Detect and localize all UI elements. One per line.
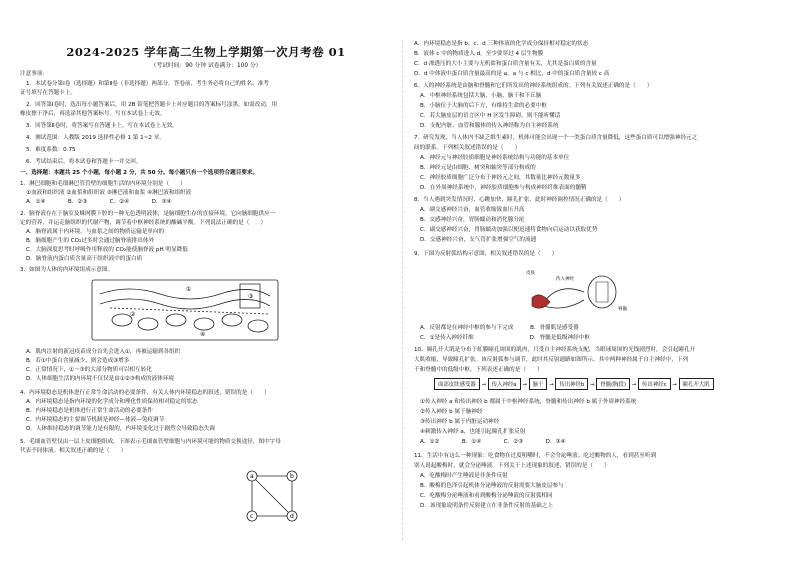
capillary-wall bbox=[100, 299, 270, 309]
notice-line: 2．回答第Ⅰ卷时，选出每小题答案后，用 2B 铅笔把答题卡上对应题目的答案标号涂黑，如需改动，用 bbox=[26, 102, 278, 108]
q11-stem: 11．生活中有这么一种现象：吃食物在过度咀嚼时，不会分泌唾液；吃过酸物的人，看到甚至听到 bbox=[414, 453, 657, 459]
flow-step: 脑干 bbox=[529, 378, 548, 390]
q7-option-a: A．神经元与神经胶质细胞是神经系统结构与功能的基本单位 bbox=[420, 155, 570, 161]
label-spinal: 脊髓 bbox=[618, 307, 627, 312]
q5-option-c: C．d 渗透压的大小主要与无机盐和蛋白质含量有关，尤其是蛋白质的含量 bbox=[414, 61, 597, 67]
label-skin: 皮肤 bbox=[526, 271, 535, 276]
efferent-nerve bbox=[544, 300, 584, 308]
tissue-cell bbox=[194, 318, 214, 330]
q3-stem: 3．如图为人体的内环境组成示意图。 bbox=[20, 267, 114, 273]
fluid-exchange-diagram bbox=[242, 466, 302, 526]
notice-line: 3．回答第Ⅱ卷时，将答案写在答题卡上。写在本试卷上无效。 bbox=[26, 123, 178, 129]
q8-stem: 8．当人遇到突发情况时，心跳加快，瞳孔扩张，此时神经调控情况正确的是（ ） bbox=[414, 197, 625, 203]
q2-option-c: C．大脑深度思考时呼吸作用释放的 CO₂能使脑脊液 pH 明显降低 bbox=[26, 247, 188, 253]
tissue-cell bbox=[166, 314, 186, 326]
q6-option-c: C．若大脑皮层的语言区中 H 区发生障碍，则不能听懂话 bbox=[420, 113, 561, 119]
label-3: ③ bbox=[248, 293, 254, 300]
q2-stem: 2．脑脊液存在于脑室及蛛网膜下腔的一种无色透明液体，是脑细胞生存的直接环境。它向脑细胞供应一 bbox=[20, 211, 276, 217]
q10-stem: 大肌收缩，导致瞳孔扩张。该反射弧参与调节，此时其反射通路如图所示，其中两种神经属于自主神经中，下列 bbox=[414, 357, 689, 363]
right-column bbox=[414, 0, 784, 562]
q8-option-d: D．交感神经兴奋，支气管扩张增强空气的流通 bbox=[420, 237, 537, 243]
reflex-arc-diagram bbox=[524, 262, 634, 320]
tissue-cell bbox=[248, 320, 268, 332]
q7-stem: 间的联系。下列相关叙述错误的是（ ） bbox=[414, 145, 521, 151]
q5-option-d: D．d 中体液中蛋白质含量最高的是 a，a 与 c 相比，d 中的蛋白质含量较 c 高 bbox=[414, 71, 610, 77]
q10-item: ②传入神经 b 属于脑神经 bbox=[420, 409, 483, 415]
flow-step: 传出神经b bbox=[555, 378, 588, 390]
q10-item: ③传出神经 b 属于内脏运动神经 bbox=[420, 419, 500, 425]
q7-stem: 7．研究发现，当人体内不缺乏维生素时，机体可能会出现一个一类蛋白质含量降低，这些蛋白质可以增强神经元之 bbox=[414, 135, 698, 141]
q5-option-a: A．内环境稳态是指 b、c、d 三种体液的化学成分保持相对稳定的状态 bbox=[414, 41, 589, 47]
exam-title: 2024-2025 学年高二生物上学期第一次月考卷 01 bbox=[66, 45, 346, 59]
tissue-cell bbox=[112, 314, 132, 326]
q2-option-b: B．脑细胞产生的 CO₂过多时会通过脑脊液排出体外 bbox=[26, 238, 155, 244]
notice-line: 1．本试卷分第Ⅰ卷（选择题）和第Ⅱ卷（非选择题）两部分。答卷前，考生务必将自己的姓名、准考 bbox=[26, 81, 269, 87]
q3-option-c: C．正常情况下，①～③的大部分物质可以相互转化 bbox=[26, 367, 152, 373]
q2-option-d: D．脑脊液内蛋白质含量高于组织液中的蛋白质 bbox=[26, 256, 143, 262]
q3-option-b: B．若①中蛋白含量减少，则会造成③增多 bbox=[26, 358, 130, 364]
q2-stem: 定的营养，并运走脑组织的代谢产物，调节着中枢神经系统的酸碱平衡。下列说法正确的是（ ） bbox=[20, 220, 267, 226]
q7-option-b: B．神经元是由细胞、树突和轴突等部分构成的 bbox=[420, 165, 536, 171]
q10-stem: 10．瞳孔开大肌是分布于虹膜瞳孔周围的肌肉，只受自主神经系统支配，当眼球周围的光线剧烈时，会引起瞳孔开 bbox=[414, 347, 696, 353]
q3-option-d: D．人体细胞生活的内环境不仅仅是由①②③构成的液体环境 bbox=[26, 376, 175, 382]
node-b: b bbox=[290, 473, 294, 480]
q9-options-ab: A．反射都是在神经中枢的参与下完成 B．骨骼肌是感受器 bbox=[420, 325, 579, 331]
pupil-reflex-flow bbox=[434, 378, 714, 390]
q1-choices: ①血液和组织液 ②血浆和组织液 ③淋巴液和血浆 ④淋巴液和组织液 bbox=[26, 190, 192, 196]
q6-option-d: D．支配内脏、血管和腺体的传入神经称为自主神经系统 bbox=[420, 123, 559, 129]
internal-environment-diagram bbox=[90, 276, 280, 344]
q11-stem: 别人说起酸梅时，就会分泌唾液。下列关于上述现象的叙述，错误的是（ ） bbox=[414, 463, 610, 469]
node-d: d bbox=[290, 513, 294, 520]
q7-option-d: D．在外周神经系统中，神经胶质细胞参与构成神经纤维表面的髓鞘 bbox=[420, 185, 587, 191]
q11-option-b: B．酸梅的色泽引起机体分泌唾液的反射需要大脑皮层参与 bbox=[420, 483, 564, 489]
notice-line: 橡皮擦干净后，再选涂其他答案标号。写在本试卷上无效。 bbox=[20, 111, 166, 117]
tissue-cell bbox=[138, 318, 158, 330]
q7-option-c: C．神经胶质细胞广泛分布于神经元之间，其数量比神经元数量多 bbox=[420, 175, 581, 181]
flow-step: 面部皮肤感受器 bbox=[434, 378, 480, 390]
q5-stem: 代表不同体液。相关叙述正确的是（ ） bbox=[20, 448, 127, 454]
diagram-frame bbox=[92, 280, 278, 340]
notice-heading: 注意事项： bbox=[20, 71, 48, 77]
q10-options: A．①② B．①④ C．②③ D．③④ bbox=[420, 439, 566, 445]
label-1: ① bbox=[186, 286, 192, 293]
q6-stem: 6．人的神经系统是由脑和脊髓和它们所发出的神经系统组成的。下列有关叙述正确的是（ ） bbox=[414, 83, 653, 89]
q11-option-d: D．该现象说明条件反射建立在非条件反射的基础之上 bbox=[420, 503, 553, 509]
flow-arrow: → bbox=[481, 382, 486, 388]
column-divider bbox=[402, 40, 403, 540]
exam-meta: （考试时间：90 分钟 试卷满分：100 分） bbox=[150, 63, 262, 69]
q1-options: A．①④ B．②③ C．②④ D．③④ bbox=[26, 199, 172, 205]
muscle-icon bbox=[532, 295, 550, 308]
flow-arrow: → bbox=[631, 382, 637, 388]
flow-step: 脊髓(胸段) bbox=[596, 378, 630, 390]
notice-line: 证号填写在答题卡上。 bbox=[20, 90, 76, 96]
q9-options-cd: C．①是传入神经纤维 D．脊髓是低级神经中枢 bbox=[420, 335, 590, 341]
q5-stem: 5．毛细血管壁仅由一层上皮细胞组成，下图表示毛细血管壁细胞与内环境可能的物质交换途径，图中字母 bbox=[20, 439, 281, 445]
q11-option-a: A．吃酸梅时产生唾液是非条件反射 bbox=[420, 473, 508, 479]
flow-step: 传出神经c bbox=[638, 378, 671, 390]
flow-step: 传入神经a bbox=[488, 378, 521, 390]
q6-option-b: B．小脑位于大脑的后下方，有维持生命的必要中枢 bbox=[420, 103, 547, 109]
afferent-nerve bbox=[544, 289, 584, 302]
node-a: a bbox=[250, 473, 254, 480]
notice-line: 6．考试结束后，将本试卷和答题卡一并交回。 bbox=[26, 159, 142, 165]
q8-option-b: B．交感神经兴奋，胃肠蠕动和消化腺分泌 bbox=[420, 217, 525, 223]
q10-item: ④刺激传入神经 a，也能引起瞳孔扩张反射 bbox=[420, 429, 526, 435]
q4-option-c: C．内环境稳态的主要调节机制是神经—体液—免疫调节 bbox=[26, 417, 165, 423]
label-afferent: 传入神经 bbox=[556, 277, 574, 282]
q10-stem: 干和脊髓中的低级中枢。下列表述正确的是（ ） bbox=[414, 367, 543, 373]
q4-option-d: D．人体维持稳态的调节能力是有限的，内环境变化过于剧烈会导致稳态失调 bbox=[26, 426, 215, 432]
flow-arrow: → bbox=[590, 382, 595, 388]
notice-line: 5．难度系数：0.75 bbox=[26, 147, 76, 153]
q10-item: ①传入神经 a 和传出神经 b 都属于中枢神经系统，脊髓和传出神经 b 属于外周神经系统 bbox=[420, 399, 637, 405]
flow-arrow: → bbox=[672, 382, 677, 388]
flow-arrow: → bbox=[549, 382, 554, 388]
q5-option-b: B．液体 c 中的物质进入 d，至少要穿过 4 层生物膜 bbox=[414, 51, 544, 57]
tissue-cell bbox=[222, 314, 242, 326]
section-heading: 一、选择题：本题共 25 个小题，每小题 2 分，共 50 分。每小题只有一个选项符合题目要求。 bbox=[20, 170, 259, 176]
q8-option-a: A．副交感神经兴奋，血管收缩致血压升高 bbox=[420, 207, 525, 213]
notice-line: 4．测试范围：人教版 2019 选择性必修 1 第 1~2 章。 bbox=[26, 135, 165, 141]
q9-stem: 9．下图为反射弧结构示意图，相关叙述错误的是（ ） bbox=[414, 251, 558, 257]
left-column bbox=[20, 0, 392, 562]
q1-stem: 1．淋巴细胞和毛细淋巴管管壁的细胞生活的内环境分别是（ ） bbox=[20, 181, 186, 187]
label-2: ② bbox=[130, 311, 136, 318]
q8-option-c: C．副交感神经兴奋，胃肠蠕动加强以便迅速将食物向后运动以获取优势 bbox=[420, 227, 598, 233]
spinal-cord bbox=[588, 276, 616, 308]
flow-step: 瞳孔开大肌 bbox=[679, 378, 714, 390]
q4-option-a: A．内环境稳态是指内环境的化学成分和理化性质保持相对稳定的状态 bbox=[26, 399, 198, 405]
node-c: c bbox=[250, 513, 254, 520]
q6-option-a: A．中枢神经系统包括大脑、小脑、脑干和下丘脑 bbox=[420, 93, 542, 99]
capillary-wall bbox=[100, 289, 270, 299]
q3-option-a: A．肌肉注射的新冠疫苗成分首先会进入①，再被运输到各组织 bbox=[26, 349, 181, 355]
q2-option-a: A．脑脊液属于内环境，与血浆之间的物质运输是单向的 bbox=[26, 229, 165, 235]
q4-stem: 4．内环境稳态是机体进行正常生命活动的必要条件，有关人体内环境稳态的叙述，错误的是（ ） bbox=[20, 390, 270, 396]
q4-option-b: B．内环境稳态是机体进行正常生命活动的必要条件 bbox=[26, 408, 153, 414]
q11-option-c: C．吃酸梅分泌唾液和看到酸梅分泌唾液的反射弧相同 bbox=[420, 493, 553, 499]
label-4: ④ bbox=[200, 331, 206, 338]
flow-arrow: → bbox=[522, 382, 527, 388]
